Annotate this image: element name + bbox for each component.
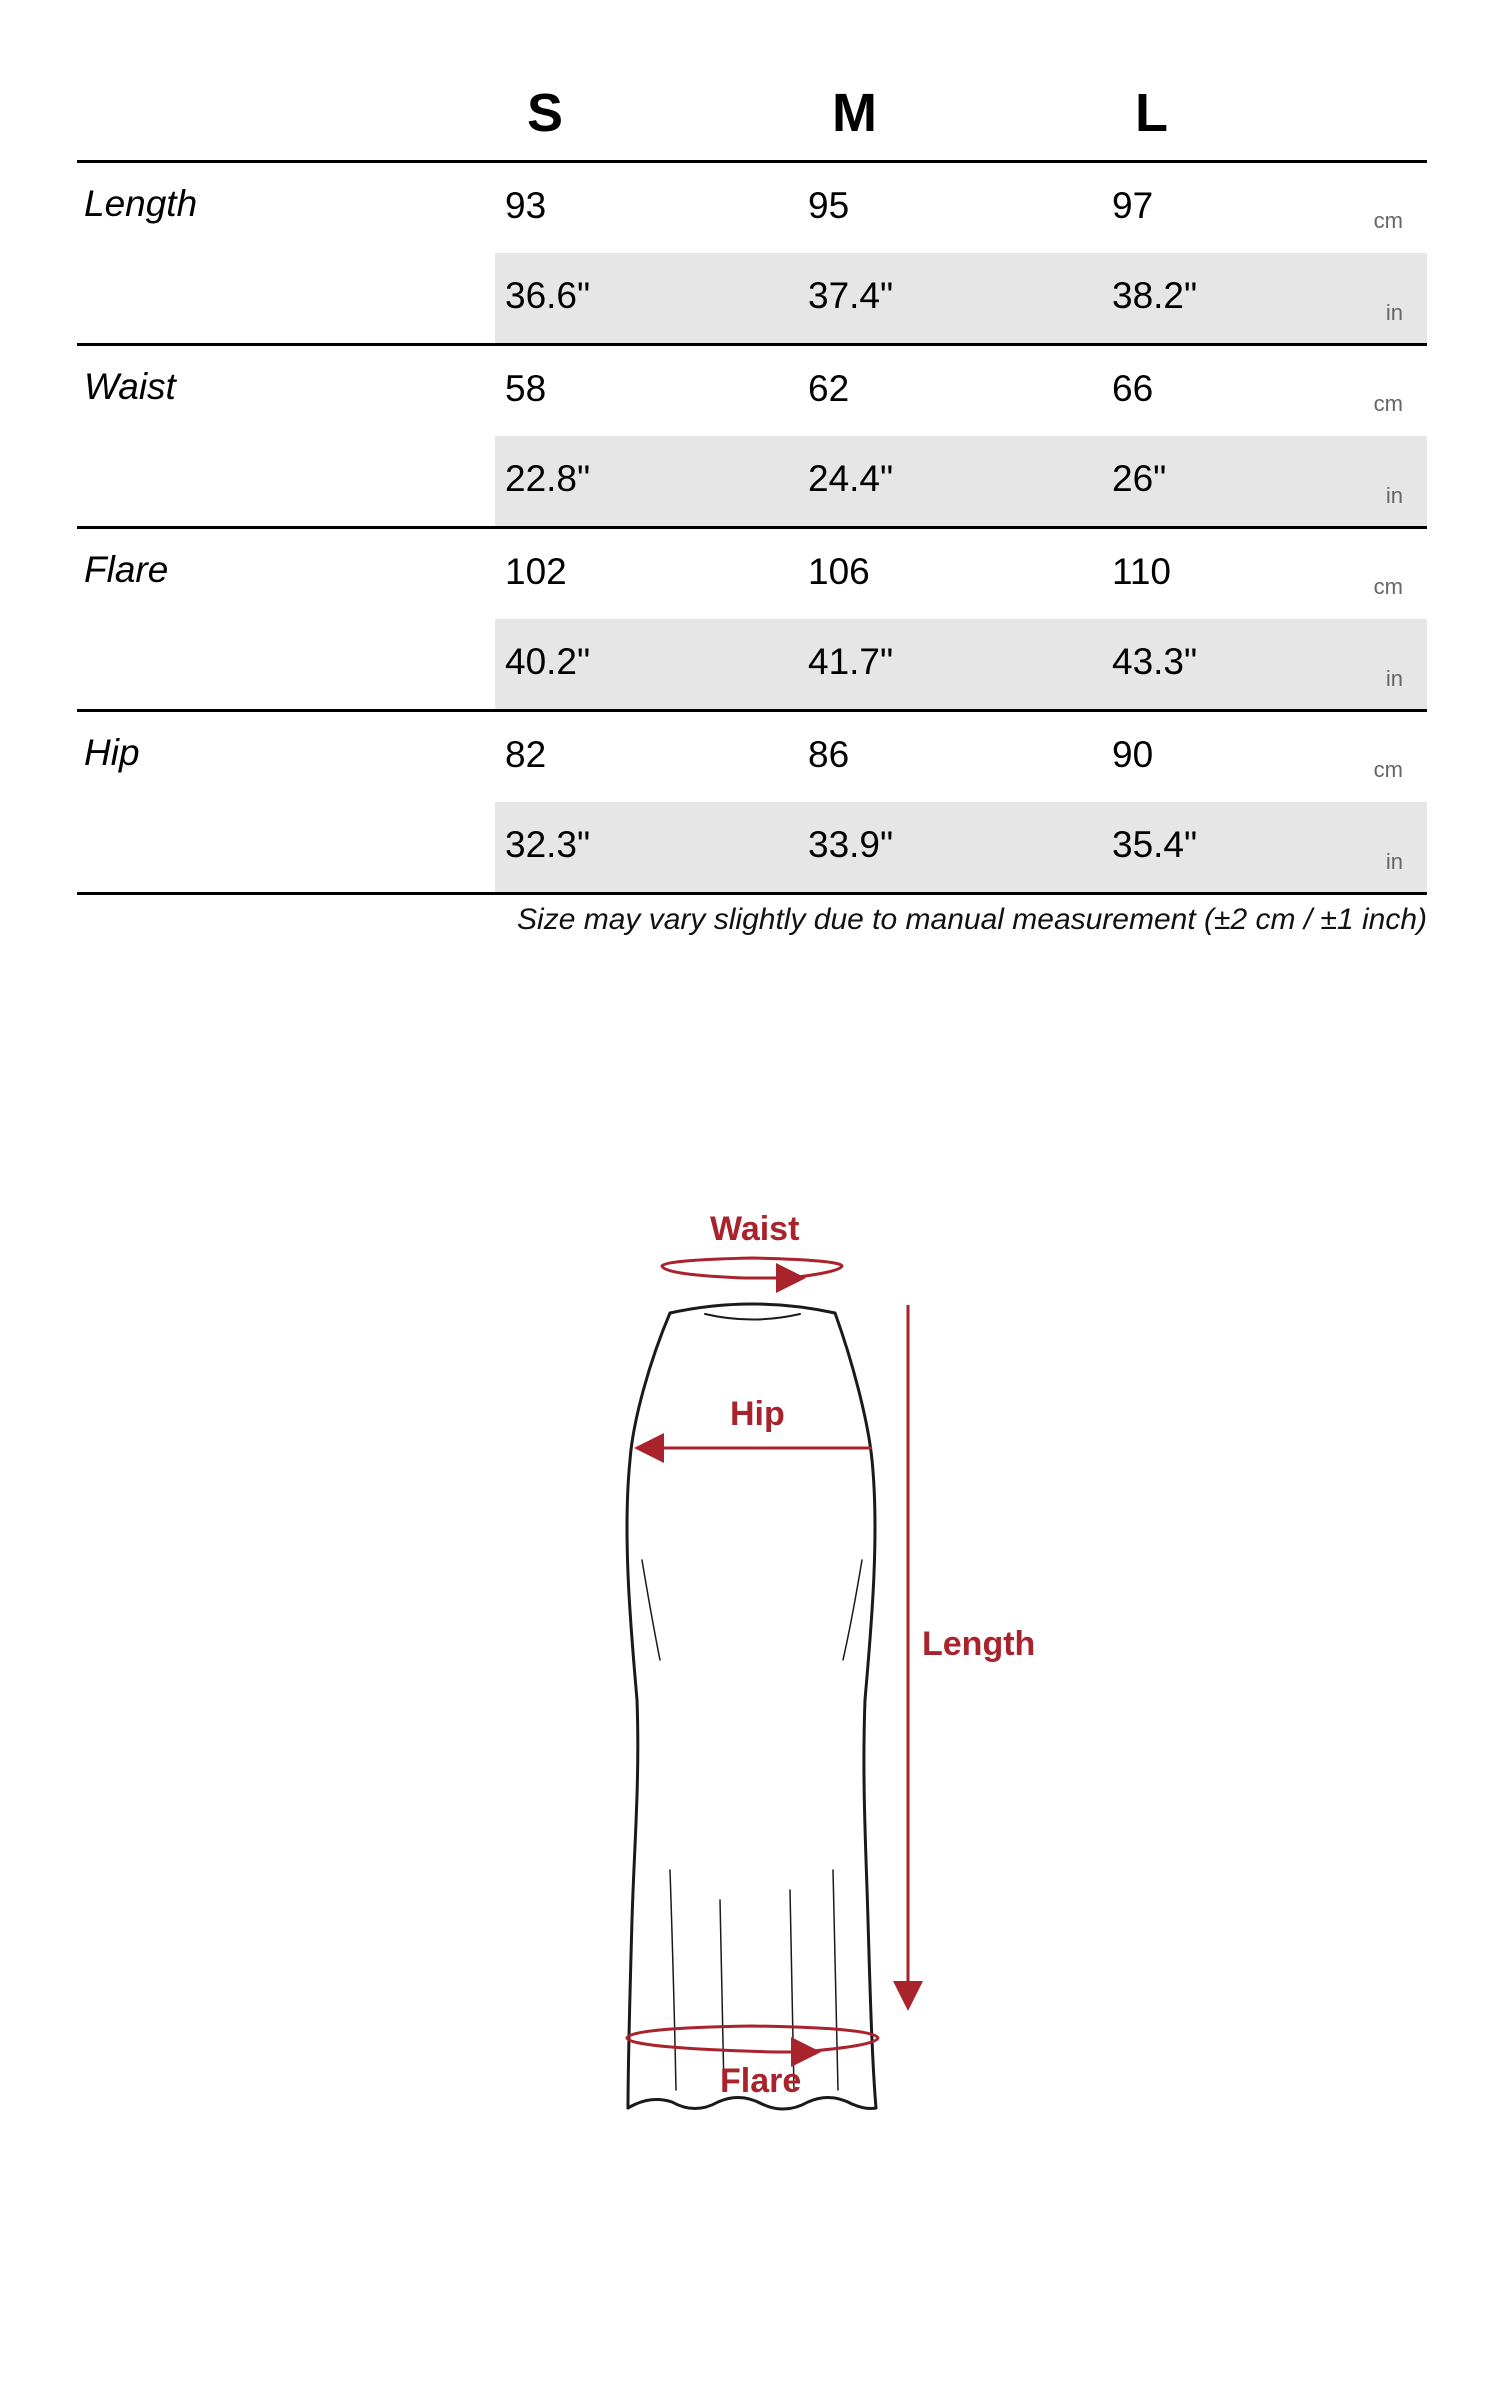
- inch-row: [495, 802, 1427, 892]
- inch-row: [495, 253, 1427, 343]
- measurement-name: Waist: [84, 366, 176, 407]
- fold-line: [790, 1890, 794, 2090]
- waistband-top: [670, 1304, 835, 1313]
- size-label-m: M: [832, 83, 877, 143]
- inch-row: [495, 619, 1427, 709]
- fold-line: [642, 1560, 660, 1660]
- value-cell: 90: [1112, 734, 1154, 775]
- unit-label-in: in: [1385, 849, 1403, 874]
- flare-diagram-label: Flare: [720, 2062, 802, 2100]
- value-cell: 82: [505, 734, 547, 775]
- value-cell: 33.9": [808, 824, 894, 865]
- flare-measure-arrow: [627, 2026, 878, 2052]
- value-cell: 40.2": [505, 641, 591, 682]
- waist-diagram-label: Waist: [710, 1210, 800, 1248]
- unit-label-cm: cm: [1373, 391, 1403, 416]
- cm-row: [495, 163, 1427, 256]
- unit-label-cm: cm: [1373, 574, 1403, 599]
- unit-label-cm: cm: [1373, 757, 1403, 782]
- fold-line: [670, 1870, 676, 2090]
- length-diagram-label: Length: [922, 1625, 1036, 1663]
- value-cell: 102: [505, 551, 567, 592]
- value-cell: 38.2": [1112, 275, 1198, 316]
- value-cell: 110: [1112, 551, 1171, 592]
- measurement-name: Length: [84, 183, 198, 224]
- value-cell: 58: [505, 368, 547, 409]
- inch-row: [495, 436, 1427, 526]
- cm-row: [495, 346, 1427, 439]
- measurement-group-length: [77, 163, 1427, 346]
- value-cell: 26": [1112, 458, 1167, 499]
- size-header-row: [77, 60, 1427, 163]
- measurement-disclaimer: Size may vary slightly due to manual measurement (±2 cm / ±1 inch): [517, 903, 1427, 936]
- unit-label-cm: cm: [1373, 208, 1403, 233]
- waistband-inner: [705, 1314, 800, 1320]
- waist-measure-arrow: [662, 1258, 842, 1278]
- value-cell: 62: [808, 368, 850, 409]
- value-cell: 36.6": [505, 275, 591, 316]
- unit-label-in: in: [1385, 483, 1403, 508]
- value-cell: 22.8": [505, 458, 591, 499]
- value-cell: 93: [505, 185, 547, 226]
- value-cell: 66: [1112, 368, 1154, 409]
- fold-line: [833, 1870, 838, 2090]
- size-label-s: S: [527, 83, 564, 143]
- measurement-name: Flare: [84, 549, 169, 590]
- cm-row: [495, 712, 1427, 805]
- cm-row: [495, 529, 1427, 622]
- hip-diagram-label: Hip: [730, 1395, 785, 1433]
- value-cell: 24.4": [808, 458, 894, 499]
- fold-line: [843, 1560, 862, 1660]
- unit-label-in: in: [1385, 666, 1403, 691]
- value-cell: 43.3": [1112, 641, 1198, 682]
- unit-label-in: in: [1385, 300, 1403, 325]
- measurement-name: Hip: [84, 732, 140, 773]
- value-cell: 95: [808, 185, 850, 226]
- value-cell: 35.4": [1112, 824, 1198, 865]
- measurement-group-hip: [77, 712, 1427, 895]
- skirt-left-edge: [627, 1313, 670, 2108]
- skirt-right-edge: [835, 1313, 876, 2108]
- value-cell: 32.3": [505, 824, 591, 865]
- size-chart-table: [77, 60, 1427, 895]
- value-cell: 86: [808, 734, 850, 775]
- measurement-group-flare: [77, 529, 1427, 712]
- value-cell: 97: [1112, 185, 1154, 226]
- value-cell: 37.4": [808, 275, 894, 316]
- size-label-l: L: [1135, 83, 1168, 143]
- value-cell: 41.7": [808, 641, 894, 682]
- measurement-group-waist: [77, 346, 1427, 529]
- value-cell: 106: [808, 551, 870, 592]
